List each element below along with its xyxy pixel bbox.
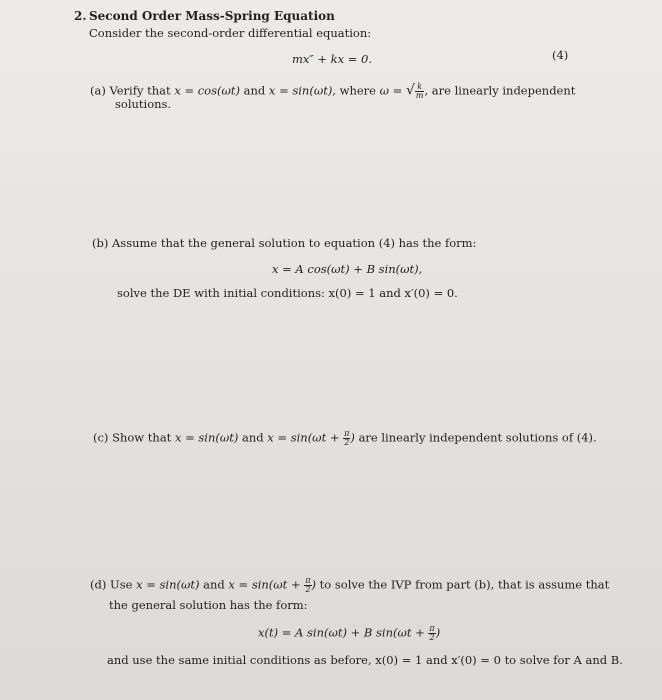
part-a-label: (a) — [90, 83, 106, 98]
part-d-fraction: $\frac{\pi}{2}$ — [305, 576, 311, 594]
part-b-line-1 — [92, 236, 476, 251]
part-c-label: (c) — [93, 430, 109, 445]
part-d-line-1 — [90, 577, 609, 594]
part-c-expr-2: x = sin(ωt + — [267, 430, 340, 445]
part-a-expr-1: x = cos(ωt) — [174, 83, 240, 98]
part-b-text: Assume that the general solution to equation (4) has the form: — [112, 236, 477, 250]
problem-title: Second Order Mass-Spring Equation — [89, 9, 335, 23]
equation-tag: (4) — [552, 48, 569, 62]
part-d-text-1: Use — [110, 577, 133, 592]
part-d-expr-2-close: ) — [311, 577, 317, 592]
part-d-label: (d) — [90, 577, 107, 592]
part-c-expr-2-close: ) — [350, 430, 355, 445]
omega-fraction: $\frac{k}{m}$ — [415, 82, 424, 100]
problem-number: 2. — [74, 9, 87, 23]
part-a-text: Verify that — [109, 83, 171, 98]
part-c-expr-1: x = sin(ωt) — [174, 430, 239, 445]
part-b-label: (b) — [92, 236, 109, 250]
part-a-and: and — [243, 83, 266, 98]
problem-intro: Consider the second-order differential equation: — [89, 26, 372, 40]
part-a-where: where — [339, 83, 376, 98]
part-a-expr-2: x = sin(ωt), — [268, 83, 336, 98]
part-c-and: and — [242, 430, 264, 445]
part-d-expr-2: x = sin(ωt + — [228, 577, 301, 592]
part-b-line-3: solve the DE with initial conditions: x(0) = 1 and x′(0) = 0. — [117, 286, 458, 300]
part-d-equation-fraction: $\frac{\pi}{2}$ — [429, 624, 435, 642]
part-a-text-2: , are linearly independent — [424, 83, 576, 98]
part-d-text-2: to solve the IVP from part (b), that is assume that — [319, 577, 610, 592]
part-c-line-1 — [93, 430, 597, 447]
part-d-line-4: and use the same initial conditions as before, x(0) = 1 and x′(0) = 0 to solve for A and B. — [107, 653, 623, 667]
part-a-omega: ω = — [379, 83, 403, 98]
main-equation: mx″ + kx = 0. — [292, 52, 373, 66]
sqrt-symbol: √ — [405, 82, 415, 99]
part-d-and: and — [203, 577, 225, 592]
part-d-expr-1: x = sin(ωt) — [136, 577, 200, 592]
part-d-line-2: the general solution has the form: — [109, 598, 308, 612]
part-d-equation: x(t) = A sin(ωt) + B sin(ωt + $\frac{\pi}{2}$ ) — [258, 624, 441, 642]
part-a-line-2: solutions. — [115, 97, 172, 111]
part-c-text-2: are linearly independent solutions of (4). — [358, 430, 597, 445]
part-c-fraction: $\frac{\pi}{2}$ — [344, 429, 350, 447]
part-b-equation: x = A cos(ωt) + B sin(ωt), — [272, 262, 423, 276]
part-c-text-1: Show that — [112, 430, 172, 445]
